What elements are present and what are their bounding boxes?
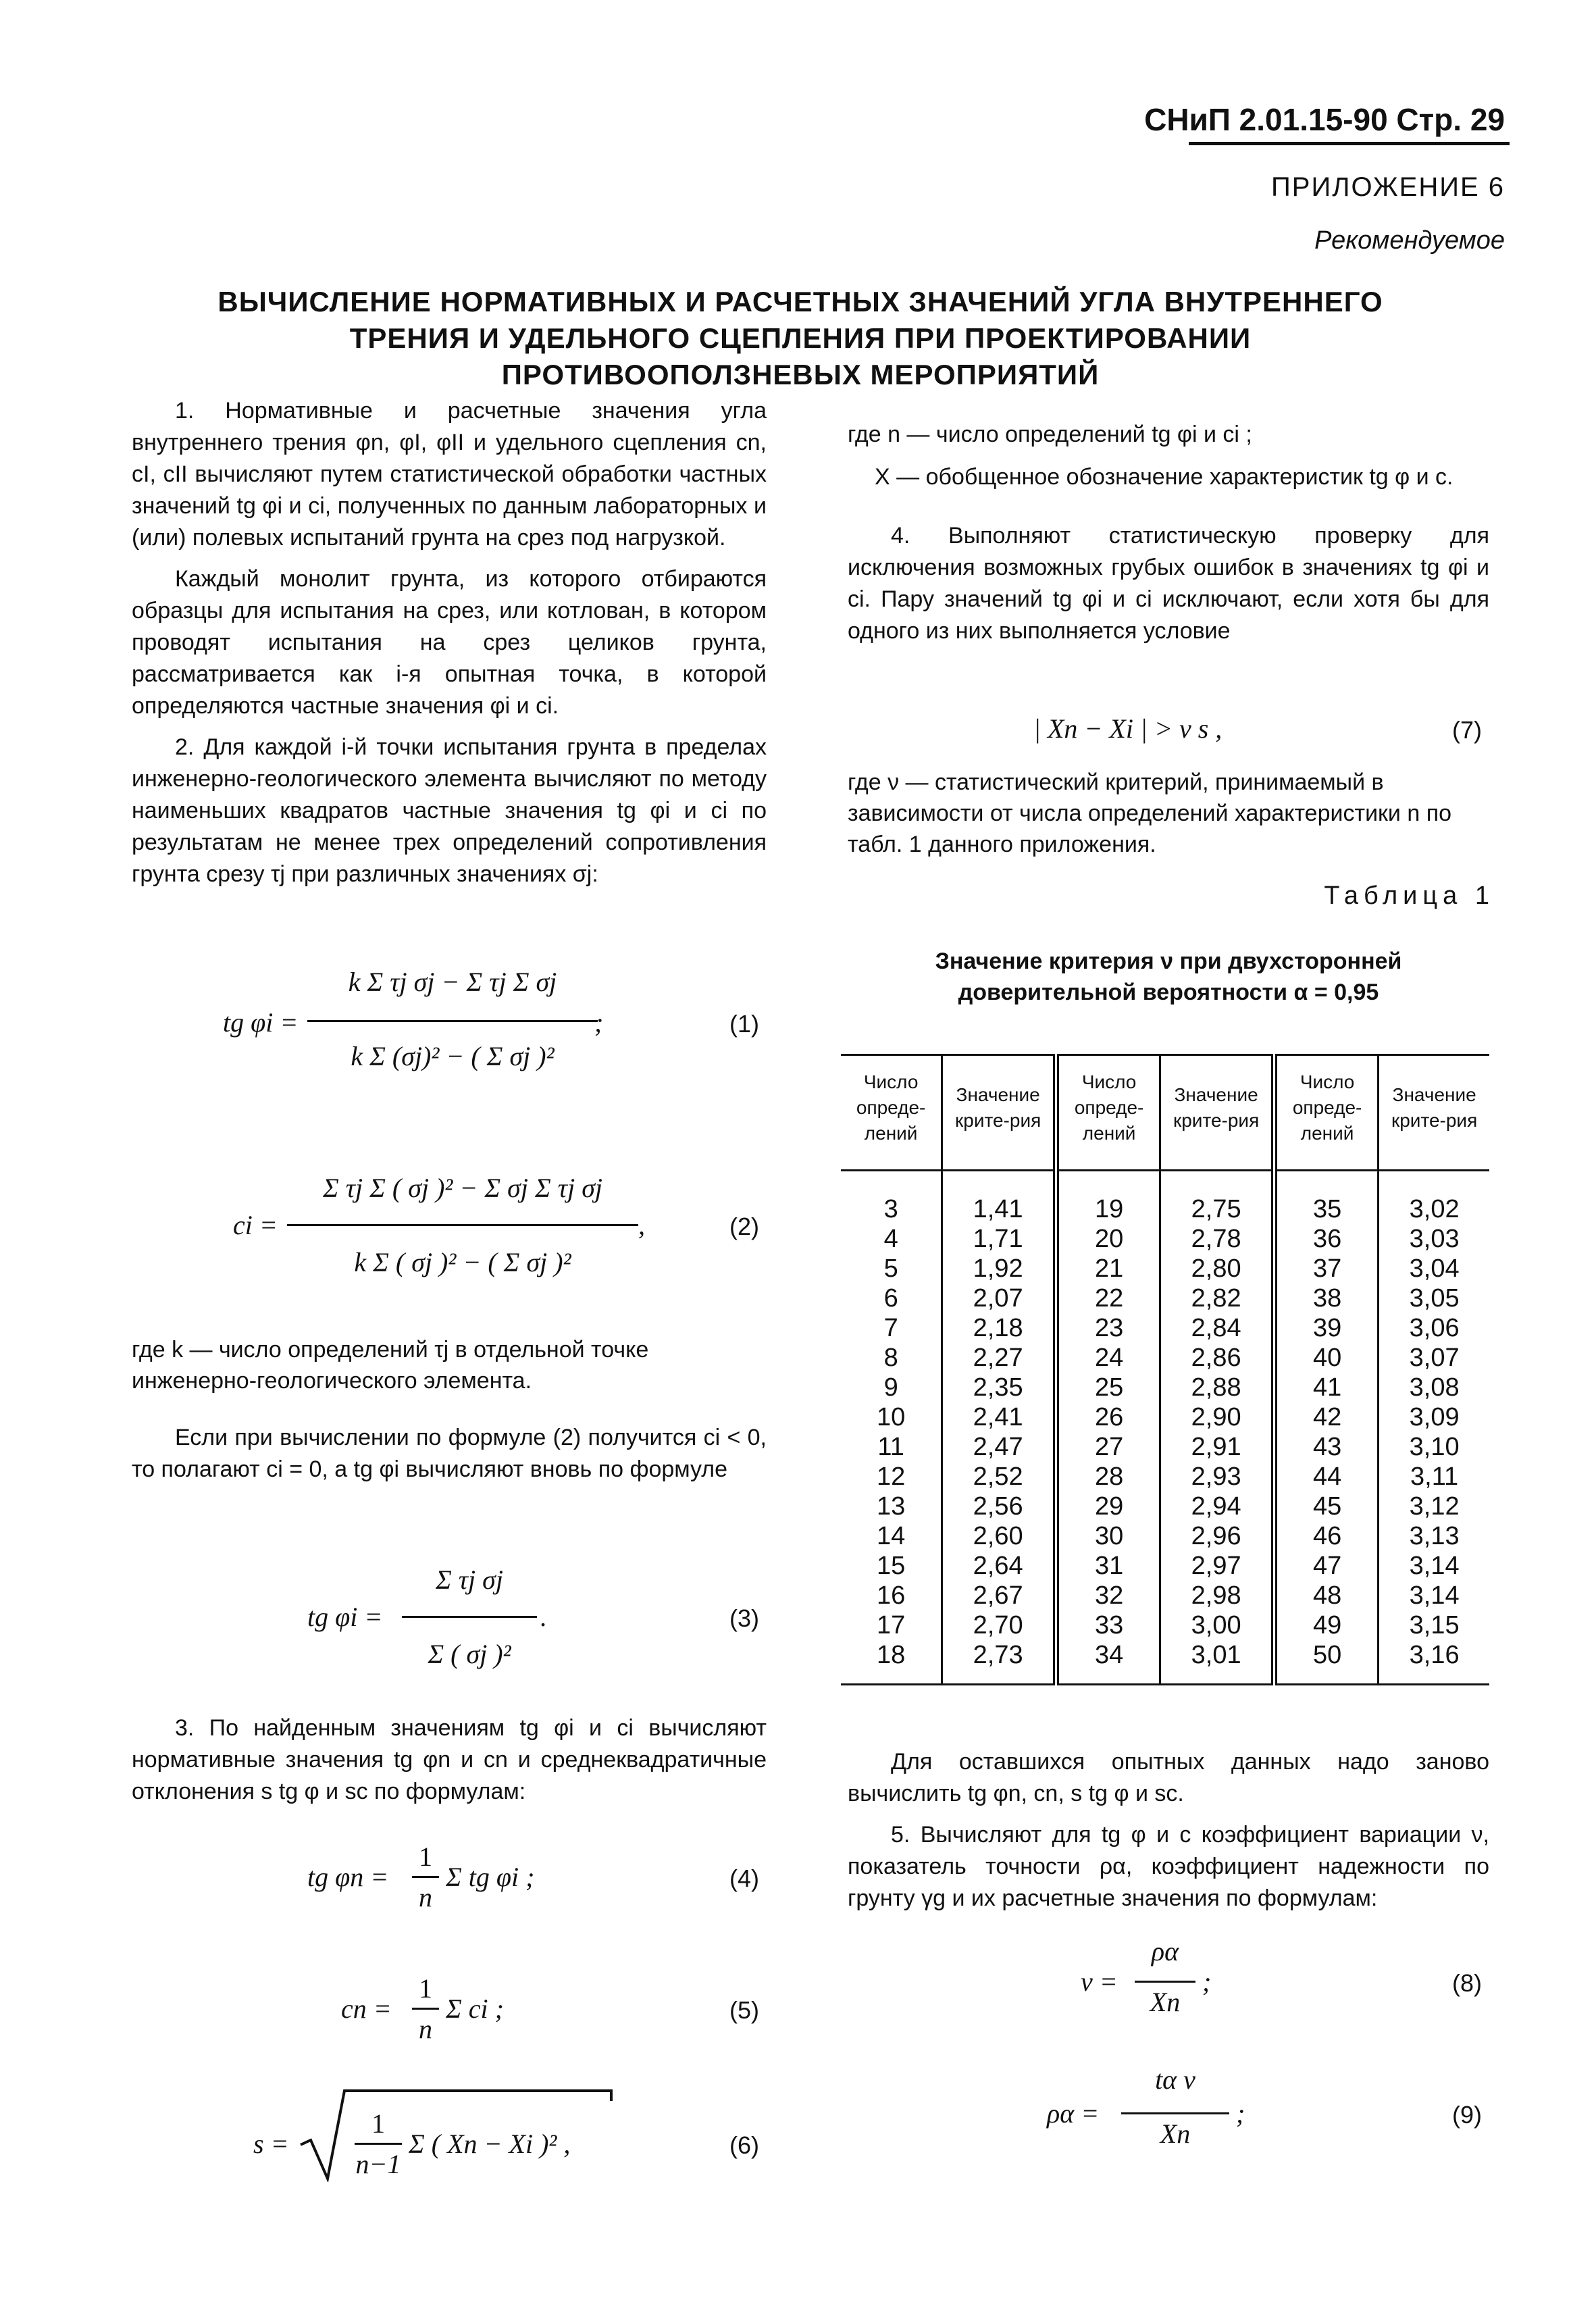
formula-9-fraction-line (1121, 2112, 1229, 2114)
header-value-2: Значение крите-рия (1160, 1055, 1275, 1171)
formula-6-fraction-line (355, 2143, 402, 2145)
formula-8-lhs: ν = (1081, 1966, 1118, 1997)
cell-count: 5 (883, 1254, 898, 1283)
cell-count: 28 (1056, 1462, 1160, 1492)
where-k-definition: где k — число определений τj в отдельной точке инженерно-геологического элемента. (132, 1337, 649, 1394)
formula-2-number: (2) (729, 1213, 759, 1240)
cell-count: 30 (1056, 1521, 1160, 1551)
cell-count: 15 (876, 1552, 906, 1580)
formula-4-frac-num: 1 (419, 1841, 432, 1872)
cell-value: 3,13 (1379, 1521, 1489, 1551)
cell-count: 33 (1056, 1610, 1160, 1640)
formula-2-numerator: Σ τj Σ ( σj )² − Σ σj Σ τj σj (322, 1173, 603, 1203)
cell-value: 2,86 (1160, 1343, 1275, 1373)
formula-3-numerator: Σ τj σj (435, 1565, 504, 1595)
cell-value: 3,03 (1379, 1224, 1489, 1254)
formula-4-lhs: tg φn = (307, 1862, 389, 1892)
formula-3-number: (3) (729, 1604, 759, 1632)
paragraph-5: 3. По найденным значениям tg φi и ci вычисляют нормативные значения tg φn и cn и среднеквадратичные отклонения s tg φ и sc по формулам: (132, 1715, 767, 1804)
cell-value: 3,16 (1379, 1640, 1489, 1685)
formula-2-fraction-line (287, 1224, 638, 1226)
formula-1-number: (1) (729, 1010, 759, 1038)
formula-8-tail: ; (1202, 1966, 1212, 1997)
cell-count: 12 (876, 1463, 906, 1491)
formula-3-denominator: Σ ( σj )² (428, 1639, 511, 1669)
left-column (132, 395, 767, 900)
cell-count: 31 (1056, 1551, 1160, 1581)
formula-5-frac-num: 1 (419, 1973, 432, 2004)
formula-1-numerator: k Σ τj σj − Σ τj Σ σj (348, 967, 557, 997)
header-value-1: Значение крите-рия (942, 1055, 1056, 1171)
table-title: Значение критерия ν при двухсторонней доверительной вероятности α = 0,95 (935, 948, 1402, 1005)
formula-2-tail: , (638, 1210, 645, 1240)
cell-count: 20 (1056, 1224, 1160, 1254)
formula-6-rhs: Σ ( Xn − Xi )² , (409, 2129, 571, 2159)
table-row (841, 1640, 1489, 1685)
formula-6-number: (6) (729, 2131, 759, 2159)
table-row (841, 1343, 1489, 1373)
table-row (841, 1373, 1489, 1402)
formula-8-numerator: ρα (1151, 1936, 1179, 1966)
paragraph-4: Если при вычислении по формуле (2) получится ci < 0, то полагают ci = 0, а tg φi вычисляют вновь по формуле (132, 1425, 767, 1482)
formula-3-lhs: tg φi = (307, 1602, 383, 1632)
cell-value: 2,82 (1160, 1283, 1275, 1313)
cell-count: 29 (1056, 1492, 1160, 1521)
cell-value: 3,02 (1379, 1171, 1489, 1225)
cell-value: 1,41 (942, 1171, 1056, 1225)
cell-count: 8 (883, 1344, 898, 1372)
formula-3-fraction-line (402, 1616, 537, 1618)
formula-9-denominator: Xn (1160, 2118, 1191, 2149)
cell-count: 17 (876, 1611, 906, 1640)
header-count-3: Число опреде-лений (1274, 1055, 1378, 1171)
table-row (841, 1283, 1489, 1313)
table-row (841, 1610, 1489, 1640)
formula-8-denominator: Xn (1150, 1987, 1181, 2017)
formula-7-number: (7) (1452, 716, 1482, 744)
formula-7: | Xn − Xi | > ν s , (1033, 713, 1222, 744)
table-row (841, 1551, 1489, 1581)
cell-count: 36 (1274, 1224, 1378, 1254)
cell-value: 2,70 (942, 1610, 1056, 1640)
cell-value: 2,80 (1160, 1254, 1275, 1283)
formula-3-tail: . (540, 1602, 547, 1632)
cell-value: 2,35 (942, 1373, 1056, 1402)
cell-value: 3,08 (1379, 1373, 1489, 1402)
cell-count: 50 (1274, 1640, 1378, 1685)
cell-value: 2,91 (1160, 1432, 1275, 1462)
header-value-3: Значение крите-рия (1379, 1055, 1489, 1171)
formula-1-lhs: tg φi = (223, 1007, 299, 1038)
cell-value: 3,06 (1379, 1313, 1489, 1343)
left-column-cont (132, 1422, 767, 1495)
cell-count: 27 (1056, 1432, 1160, 1462)
right-column-cont (848, 1746, 1489, 1924)
cell-count: 7 (883, 1314, 898, 1342)
cell-count: 44 (1274, 1462, 1378, 1492)
cell-value: 2,97 (1160, 1551, 1275, 1581)
cell-value: 3,14 (1379, 1581, 1489, 1610)
formula-6-frac-den: n−1 (355, 2149, 401, 2179)
cell-count: 49 (1274, 1610, 1378, 1640)
cell-count: 13 (876, 1492, 906, 1521)
cell-count: 34 (1056, 1640, 1160, 1685)
cell-value: 2,56 (942, 1492, 1056, 1521)
cell-value: 1,71 (942, 1224, 1056, 1254)
cell-count: 4 (883, 1225, 898, 1253)
cell-value: 2,94 (1160, 1492, 1275, 1521)
formula-5-rhs: Σ ci ; (446, 1993, 504, 2024)
appendix-label: ПРИЛОЖЕНИЕ 6 (1271, 172, 1505, 202)
cell-value: 2,27 (942, 1343, 1056, 1373)
where-nu-definition: где ν — статистический критерий, принимаемый в зависимости от числа определений характеристики n по табл. 1 данного приложения. (848, 769, 1452, 857)
cell-value: 3,00 (1160, 1610, 1275, 1640)
formula-1-tail: ; (594, 1007, 604, 1038)
right-column (848, 520, 1489, 657)
cell-value: 3,09 (1379, 1402, 1489, 1432)
cell-value: 2,47 (942, 1432, 1056, 1462)
formula-5-frac-den: n (419, 2014, 432, 2044)
cell-count: 45 (1274, 1492, 1378, 1521)
header-count-1: Число опреде-лений (841, 1055, 942, 1171)
where-n-definition: где n — число определений tg φi и ci ; (848, 422, 1252, 447)
cell-count: 39 (1274, 1313, 1378, 1343)
paragraph-3: 2. Для каждой i-й точки испытания грунта в пределах инженерно-геологического элемента вычисляют по методу наименьших квадратов частные значения tg φi и ci по результатам не менее трех определений сопротивления грунта срезу τj при различных значениях σj: (132, 734, 767, 887)
formula-9-tail: ; (1236, 2098, 1245, 2129)
cell-count: 9 (883, 1373, 898, 1402)
cell-value: 1,92 (942, 1254, 1056, 1283)
page-title: ВЫЧИСЛЕНИЕ НОРМАТИВНЫХ И РАСЧЕТНЫХ ЗНАЧЕНИЙ УГЛА ВНУТРЕННЕГО ТРЕНИЯ И УДЕЛЬНОГО СЦЕПЛЕНИЯ ПРИ ПРОЕКТИРОВАНИИ ПРОТИВООПОЛЗНЕВЫХ МЕРОПРИЯТИЙ (217, 286, 1383, 390)
cell-count: 46 (1274, 1521, 1378, 1551)
cell-value: 3,04 (1379, 1254, 1489, 1283)
cell-value: 3,14 (1379, 1551, 1489, 1581)
cell-count: 24 (1056, 1343, 1160, 1373)
cell-count: 10 (876, 1403, 906, 1431)
table-row (841, 1254, 1489, 1283)
formula-4-rhs: Σ tg φi ; (446, 1862, 535, 1892)
cell-count: 38 (1274, 1283, 1378, 1313)
table-row (841, 1224, 1489, 1254)
cell-count: 41 (1274, 1373, 1378, 1402)
cell-count: 14 (876, 1522, 906, 1550)
table-row (841, 1402, 1489, 1432)
paragraph-1: 1. Нормативные и расчетные значения угла внутреннего трения φn, φI, φII и удельного сцепления cn, cI, cII вычисляют путем статистической обработки частных значений tg φi и ci, полученных по данным лабораторных и (или) полевых испытаний грунта на срез под нагрузкой. (132, 398, 767, 551)
cell-value: 2,67 (942, 1581, 1056, 1610)
cell-count: 18 (841, 1640, 942, 1685)
cell-value: 2,96 (1160, 1521, 1275, 1551)
formula-6-frac-num: 1 (371, 2108, 385, 2139)
paragraph-6: 4. Выполняют статистическую проверку для исключения возможных грубых ошибок в значениях tg φi и ci. Пару значений tg φi и ci исключают, если хотя бы для одного из них выполняется условие (848, 523, 1489, 644)
formula-6-lhs: s = (253, 2129, 289, 2159)
formula-4-fraction-line (412, 1876, 439, 1878)
cell-count: 40 (1274, 1343, 1378, 1373)
cell-count: 35 (1274, 1171, 1378, 1225)
formula-2-lhs: ci = (233, 1210, 278, 1240)
where-X-definition: X — обобщенное обозначение характеристик tg φ и c. (875, 464, 1453, 490)
cell-count: 32 (1056, 1581, 1160, 1610)
cell-count: 42 (1274, 1402, 1378, 1432)
status-label: Рекомендуемое (1314, 226, 1505, 255)
cell-value: 3,01 (1160, 1640, 1275, 1685)
doc-reference: СНиП 2.01.15-90 Стр. 29 (1144, 102, 1505, 137)
table-row (841, 1521, 1489, 1551)
cell-count: 3 (883, 1195, 898, 1223)
table-caption: Таблица 1 (1324, 882, 1495, 910)
paragraph-8: 5. Вычисляют для tg φ и c коэффициент вариации ν, показатель точности ρα, коэффициент надежности по грунту γg и их расчетные значения по формулам: (848, 1822, 1489, 1911)
table-row (841, 1432, 1489, 1462)
cell-count: 47 (1274, 1551, 1378, 1581)
paragraph-7: Для оставшихся опытных данных надо заново вычислить tg φn, cn, s tg φ и sc. (848, 1749, 1489, 1806)
header-count-2: Число опреде-лений (1056, 1055, 1160, 1171)
cell-count: 23 (1056, 1313, 1160, 1343)
cell-value: 3,10 (1379, 1432, 1489, 1462)
formula-8-number: (8) (1452, 1969, 1482, 1997)
formula-9-numerator: tα ν (1155, 2064, 1195, 2095)
formula-4-frac-den: n (419, 1882, 432, 1912)
table-row (841, 1492, 1489, 1521)
cell-count: 16 (876, 1581, 906, 1610)
cell-value: 2,84 (1160, 1313, 1275, 1343)
table-row (841, 1171, 1489, 1225)
left-column-cont-2 (132, 1712, 767, 1817)
cell-value: 2,98 (1160, 1581, 1275, 1610)
cell-value: 2,73 (942, 1640, 1056, 1685)
cell-count: 25 (1056, 1373, 1160, 1402)
cell-count: 43 (1274, 1432, 1378, 1462)
formula-1-denominator: k Σ (σj)² − ( Σ σj )² (351, 1041, 555, 1071)
cell-count: 21 (1056, 1254, 1160, 1283)
cell-value: 3,07 (1379, 1343, 1489, 1373)
cell-value: 2,60 (942, 1521, 1056, 1551)
formula-5-number: (5) (729, 1996, 759, 2024)
table-row (841, 1313, 1489, 1343)
header-rule (1189, 142, 1510, 145)
table-header-row (841, 1055, 1489, 1171)
table-row (841, 1581, 1489, 1610)
cell-value: 2,64 (942, 1551, 1056, 1581)
cell-value: 2,07 (942, 1283, 1056, 1313)
paragraph-2: Каждый монолит грунта, из которого отбираются образцы для испытания на срез, или котлован, в котором проводят испытания на срез целиков грунта, рассматривается как i-я опытная точка, в которой определяются частные значения φi и ci. (132, 566, 767, 719)
cell-count: 37 (1274, 1254, 1378, 1283)
cell-value: 3,05 (1379, 1283, 1489, 1313)
formula-4-number: (4) (729, 1864, 759, 1892)
cell-value: 3,15 (1379, 1610, 1489, 1640)
cell-value: 3,12 (1379, 1492, 1489, 1521)
formula-5-fraction-line (412, 2008, 439, 2010)
cell-value: 2,52 (942, 1462, 1056, 1492)
cell-count: 11 (877, 1433, 904, 1461)
formula-2-denominator: k Σ ( σj )² − ( Σ σj )² (354, 1247, 571, 1277)
criterion-table (841, 1054, 1489, 1685)
formula-9-lhs: ρα = (1047, 2098, 1100, 2129)
cell-count: 6 (883, 1284, 898, 1313)
cell-value: 2,75 (1160, 1171, 1275, 1225)
cell-value: 3,11 (1379, 1462, 1489, 1492)
formula-1-fraction-line (307, 1020, 598, 1022)
table-row (841, 1462, 1489, 1492)
cell-value: 2,18 (942, 1313, 1056, 1343)
formula-9-number: (9) (1452, 2101, 1482, 2129)
cell-count: 26 (1056, 1402, 1160, 1432)
cell-value: 2,78 (1160, 1224, 1275, 1254)
formula-5-lhs: cn = (341, 1993, 392, 2024)
formula-8-fraction-line (1135, 1981, 1195, 1983)
cell-value: 2,41 (942, 1402, 1056, 1432)
cell-value: 2,93 (1160, 1462, 1275, 1492)
cell-count: 19 (1056, 1171, 1160, 1225)
cell-value: 2,88 (1160, 1373, 1275, 1402)
cell-count: 48 (1274, 1581, 1378, 1610)
cell-count: 22 (1056, 1283, 1160, 1313)
cell-value: 2,90 (1160, 1402, 1275, 1432)
